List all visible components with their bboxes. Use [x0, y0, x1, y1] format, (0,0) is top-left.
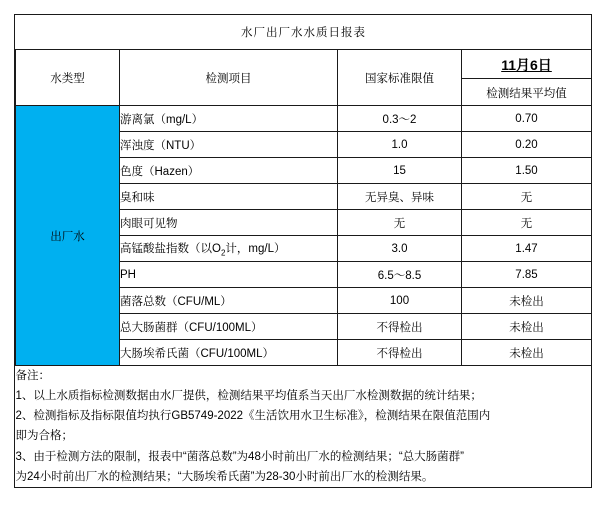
remarks-block — [16, 366, 592, 487]
test-item-subscript: 2 — [220, 248, 226, 258]
test-item-name: 游离氯（mg/L） — [120, 106, 338, 132]
title-row — [16, 15, 592, 50]
remarks-line: 即为合格； — [15, 430, 73, 443]
water-quality-table — [15, 15, 592, 487]
report-date: 11月6日 — [462, 50, 591, 79]
remarks-label: 备注： — [15, 370, 50, 382]
test-item-name: 大肠埃希氏菌（CFU/100ML） — [120, 340, 338, 366]
report-date-subtitle: 检测结果平均值 — [486, 88, 567, 100]
result-value: 0.20 — [462, 132, 592, 158]
water-type-label: 出厂水 — [16, 106, 120, 366]
result-value: 未检出 — [462, 314, 592, 340]
result-value: 无 — [462, 184, 592, 210]
result-value: 未检出 — [462, 340, 592, 366]
limit-value: 6.5～8.5 — [338, 262, 462, 288]
remarks-line: 2、检测指标及指标限值均执行GB5749-2022《生活饮用水卫生标准》，检测结果在限值范围内 — [15, 410, 491, 423]
test-item-name: 肉眼可见物 — [120, 210, 338, 236]
limit-value: 无 — [338, 210, 462, 236]
table-row — [16, 106, 592, 132]
test-item-name — [120, 236, 338, 262]
header-test-item: 检测项目 — [120, 50, 338, 106]
header-date-cell — [462, 50, 592, 106]
remarks-line: 为24小时前出厂水的检测结果；“大肠埃希氏菌”为28-30小时前出厂水的检测结果。 — [15, 470, 434, 483]
result-value: 0.70 — [462, 106, 592, 132]
test-item-name: 臭和味 — [120, 184, 338, 210]
limit-value: 100 — [338, 288, 462, 314]
header-row — [16, 50, 592, 106]
result-value: 未检出 — [462, 288, 592, 314]
limit-value: 不得检出 — [338, 340, 462, 366]
result-value: 1.47 — [462, 236, 592, 262]
limit-value: 0.3～2 — [338, 106, 462, 132]
header-water-type: 水类型 — [16, 50, 120, 106]
remarks-line: 1、以上水质指标检测数据由水厂提供，检测结果平均值系当天出厂水检测数据的统计结果； — [15, 390, 482, 403]
limit-value: 1.0 — [338, 132, 462, 158]
test-item-name: 色度（Hazen） — [120, 158, 338, 184]
remarks-row — [16, 366, 592, 487]
header-national-limit: 国家标准限值 — [338, 50, 462, 106]
result-value: 1.50 — [462, 158, 592, 184]
report-frame — [14, 14, 592, 488]
result-value: 7.85 — [462, 262, 592, 288]
limit-value: 3.0 — [338, 236, 462, 262]
test-item-name: 总大肠菌群（CFU/100ML） — [120, 314, 338, 340]
limit-value: 无异臭、异味 — [338, 184, 462, 210]
page-title: 水厂出厂水水质日报表 — [16, 15, 592, 50]
result-value: 无 — [462, 210, 592, 236]
remarks-line: 3、由于检测方法的限制，报表中“菌落总数”为48小时前出厂水的检测结果；“总大肠菌群” — [15, 450, 465, 463]
test-item-name: PH — [120, 262, 338, 288]
test-item-suffix: 计，mg/L） — [225, 242, 286, 255]
test-item-prefix: 高锰酸盐指数（以O — [120, 242, 221, 255]
limit-value: 15 — [338, 158, 462, 184]
test-item-name: 浑浊度（NTU） — [120, 132, 338, 158]
limit-value: 不得检出 — [338, 314, 462, 340]
test-item-name: 菌落总数（CFU/ML） — [120, 288, 338, 314]
